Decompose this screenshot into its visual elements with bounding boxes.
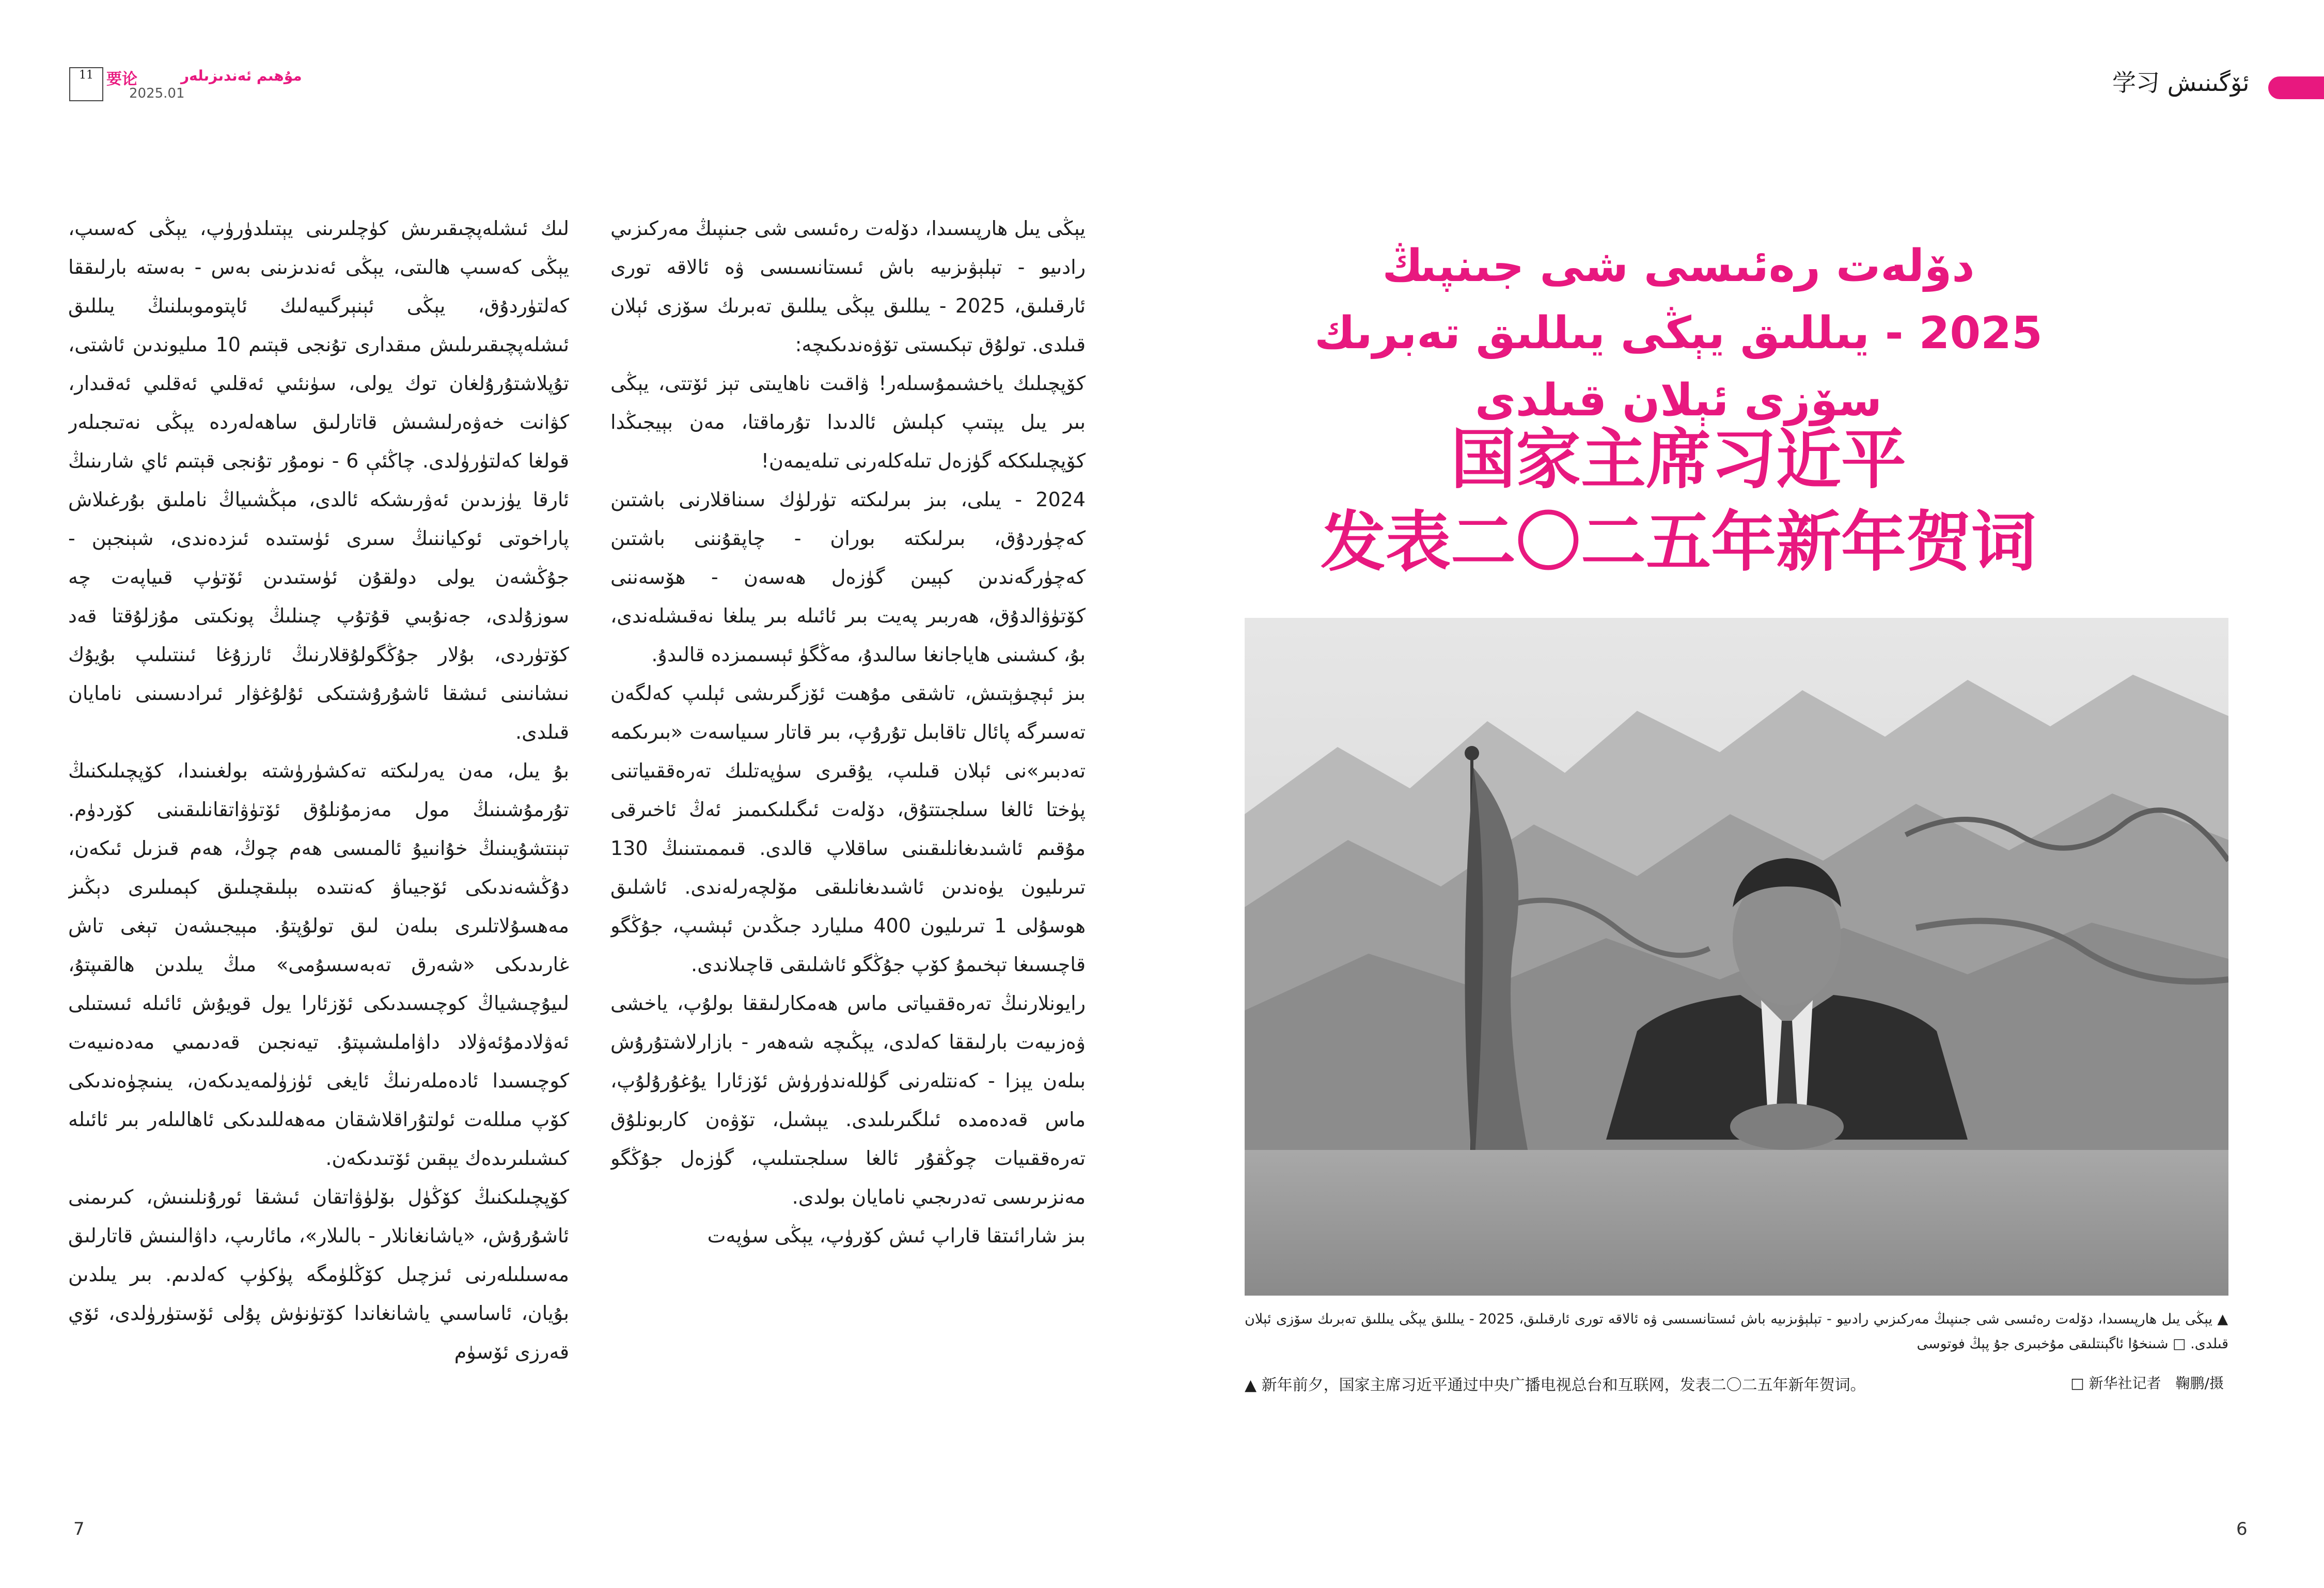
headline-ug	[1250, 232, 2107, 434]
photo-caption-ug: ▲ يېڭى يىل ھارپىسىدا، دۆلەت رەئىسى شى جىنپىڭ مەركىزىي رادىيو - تېلېۋىزىيە باش ئىستانسىسى ۋە ئالاقە تورى ئارقىلىق، 2025 - يىللىق يېڭى يىللىق تەبرىك سۆزى ئېلان قىلدى. □ شىنخۇا ئاگېنتلىقى مۇخبىرى جۇ پېڭ فوتوسى	[1245, 1311, 2229, 1352]
headline-cn-line2: 发表二〇二五年新年贺词	[1321, 504, 2036, 580]
issue-date: 2025.01	[129, 86, 185, 101]
headline-ug-line2: 2025 - يىللىق يېڭى يىللىق تەبرىك سۆزى ئېلان قىلدى	[1314, 307, 2043, 426]
section-title: 学习 ئۆگىنىش	[2112, 69, 2250, 97]
paragraph: بىز ئېچىۋېتىش، تاشقى مۇھىت ئۆزگىرىشى ئېلىپ كەلگەن تەسىرگە پائال تاقابىل تۇرۇپ، بىر قاتار سىياسەت «بىرىكمە تەدبىر»نى ئېلان قىلىپ، يۇقىرى سۈپەتلىك تەرەققىياتنى پۈختا ئالغا سىلجىتتۇق، دۆلەت ئىگىلىكىمىز ئەڭ ئاخىرقى مۇقىم ئاشىدىغانلىقىنى ساقلاپ قالدى. قىممىتىنىڭ 130 تىرىليون يۈەندىن ئاشىدىغانلىقى مۆلچەرلەندى. ئاشلىق ھوسۇلى 1 تىرىليون 400 مىليارد جىڭدىن ئېشىپ، جۇڭگو قاچىسىغا تېخىمۇ كۆپ جۇڭگو ئاشلىقى قاچىلاندى.	[610, 682, 1086, 976]
headline-cn	[1250, 418, 2107, 584]
photo-illustration	[1245, 618, 2228, 1296]
photo-credit: □ 新华社记者 鞠鹏/摄	[2070, 1375, 2224, 1392]
page-number-left: 7	[73, 1519, 85, 1539]
paragraph: لىك ئىشلەپچىقىرىش كۈچلىرىنى يېتىلدۈرۈپ، يېڭى كەسىپ، يېڭى كەسىپ ھالىتى، يېڭى ئەندىزىنى بەس - بەستە بارلىققا كەلتۈردۇق، يېڭى ئېنېرگىيەلىك ئاپتوموبىلنىڭ يىللىق ئىشلەپچىقىرىلىش مىقدارى تۇنجى قېتىم 10 مىليوندىن ئاشتى، تۇپلاشتۇرۇلغان توك يولى، سۈنئىي ئەقلىي ئەقلىي ئەقىدار، كۋانت خەۋەرلىشىش قاتارلىق ساھەلەردە يېڭى نەتىجىلەر قولغا كەلتۈرۈلدى. چاڭئې 6 - نومۇر تۇنجى قېتىم ئاي شارىنىڭ ئارقا يۈزىدىن ئەۋرىشكە ئالدى، مېڭشىياڭ ناملىق بۇرغىلاش پاراخوتى ئوكياننىڭ سىرى ئۈستىدە ئىزدەندى، شېنجېن - جۇڭشەن يولى دولقۇن ئۈستىدىن ئۆتۈپ قىياپەت چە سوزۇلدى، جەنۇبىي قۇتۇپ چىنلىڭ پونكىتى مۇزلۇقتا قەد كۆتۈردى، بۇلار جۇڭگولۇقلارنىڭ ئارزۇغا ئىنتىلىپ بۇيۇك نىشانىنى ئىشقا ئاشۇرۇشتىكى ئۇلۇغۋار ئىرادىسىنى نامايان قىلدى.	[68, 217, 569, 743]
section-label-ug: مۇھىم ئەندىزىلەر	[181, 67, 302, 84]
news-photo	[1245, 618, 2228, 1296]
paragraph: بىز شارائىتقا قاراپ ئىش كۆرۈپ، يېڭى سۈپەت	[707, 1224, 1086, 1247]
paragraph: كۆپچىلىك ياخشىمۇسىلەر! ۋاقىت ناھايىتى تېز ئۆتتى، يېڭى بىر يىل يېتىپ كېلىش ئالدىدا تۇرماقتا، مەن بېيجىڭدا كۆپچىلىككە گۈزەل تىلەكلەرنى تىلەيمەن!	[610, 372, 1086, 472]
paragraph: كۆپچىلىكنىڭ كۆڭۈل بۆلۈۋاتقان ئىشقا ئورۇنلىنىش، كىرىمنى ئاشۇرۇش، «ياشانغانلار - بالىلار»، مائارىپ، داۋالىنىش قاتارلىق مەسىلىلەرنى ئىزچىل كۆڭلۈمگە پۈكۈپ كەلدىم. بىر يىلدىن بۇيان، ئاساسىي ياشانغاندا كۆتۈنۈش پۇلى ئۆستۈرۈلدى، ئۆي قەرزى ئۆسۈم	[68, 1186, 569, 1363]
magazine-logo	[69, 67, 103, 101]
photo-caption-cn: ▲ 新年前夕，国家主席习近平通过中央广播电视总台和互联网，发表二〇二五年新年贺词。	[1245, 1376, 1866, 1394]
headline-ug-line1: دۆلەت رەئىسى شى جىنپىڭ	[1382, 240, 1975, 292]
logo-number: 11	[79, 69, 93, 82]
paragraph: بۇ يىل، مەن يەرلىكتە تەكشۈرۈشتە بولغىنىدا، كۆپچىلىكنىڭ تۇرمۇشىنىڭ مول مەزمۇنلۇق ئۆتۈۋاتقانلىقىنى كۆردۈم. تېنتشۇيىنىڭ خۇانىيۇ ئالمىسى ھەم چوڭ، ھەم قىزىل ئىكەن، دۇڭشەندىكى ئۆجيىاۋ كەنتىدە بېلىقچىلىق كېمىلىرى دېڭىز مەھسۇلاتلىرى بىلەن لىق تولۇپتۇ. مېيجىشەن تېغى تاش غارىدىكى «شەرق تەبەسسۇمى» مىڭ يىلدىن ھالقىپتۇ، لىيۇچىشياڭ كوچىسىدىكى ئۆزئارا يول قويۇش ئائىلە ئىستىلى ئەۋلادمۇئەۋلاد داۋاملىشىپتۇ. تيەنجىن قەدىمىي مەدەنىيەت كوچىسىدا ئادەملەرنىڭ ئايغى ئۈزۈلمەيدىكەن، يىنىچۈەندىكى كۆپ مىللەت ئولتۇراقلاشقان مەھەللىدىكى ئاھالىلەر بىر ئائىلە كىشىلىرىدەك يېقىن ئۆتىدىكەن.	[68, 759, 569, 1170]
accent-tab	[2268, 76, 2324, 99]
magazine-section-cn: 要论	[106, 70, 137, 88]
paragraph: 2024 - يىلى، بىز بىرلىكتە تۈرلۈك سىناقلارنى باشتىن كەچۈردۇق، بىرلىكتە بوران - چاپقۇننى باشتىن كەچۈرگەندىن كېيىن گۈزەل ھەسەن - ھۆسەننى كۆتۈۋالدۇق، ھەربىر پەيت بىر ئائىلە بىر يىلغا نەقىشلەندى، بۇ، كىشىنى ھاياجانغا سالىدۇ، مەڭگۈ ئېسىمىزدە قالىدۇ.	[610, 488, 1086, 666]
article-column-middle	[610, 209, 1086, 1501]
page-number-right: 6	[2236, 1519, 2248, 1539]
headline-cn-line1: 国家主席习近平	[1451, 422, 1906, 497]
paragraph: رايونلارنىڭ تەرەققىياتى ماس ھەمكارلىققا بولۇپ، ياخشى ۋەزىيەت بارلىققا كەلدى، يېڭىچە شەھەر - بازارلاشتۇرۇش بىلەن يېزا - كەنتلەرنى گۈللەندۈرۈش ئۆزئارا يۇغۇرۇلۇپ، ماس قەدەمدە ئىلگىرىلىدى. يېشىل، تۆۋەن كاربونلۇق تەرەققىيات چوڭقۇر ئالغا سىلجىتىلىپ، گۈزەل جۇڭگو مەنزىرىسى تەدرىجىي نامايان بولدى.	[610, 992, 1086, 1208]
paragraph: يېڭى يىل ھارپىسىدا، دۆلەت رەئىسى شى جىنپىڭ مەركىزىي رادىيو - تېلېۋىزىيە باش ئىستانسىسى ۋە ئالاقە تورى ئارقىلىق، 2025 - يىللىق يېڭى يىللىق تەبرىك سۆزى ئېلان قىلدى. تولۇق تېكىستى تۆۋەندىكىچە:	[610, 217, 1086, 356]
article-column-left	[68, 209, 569, 1501]
